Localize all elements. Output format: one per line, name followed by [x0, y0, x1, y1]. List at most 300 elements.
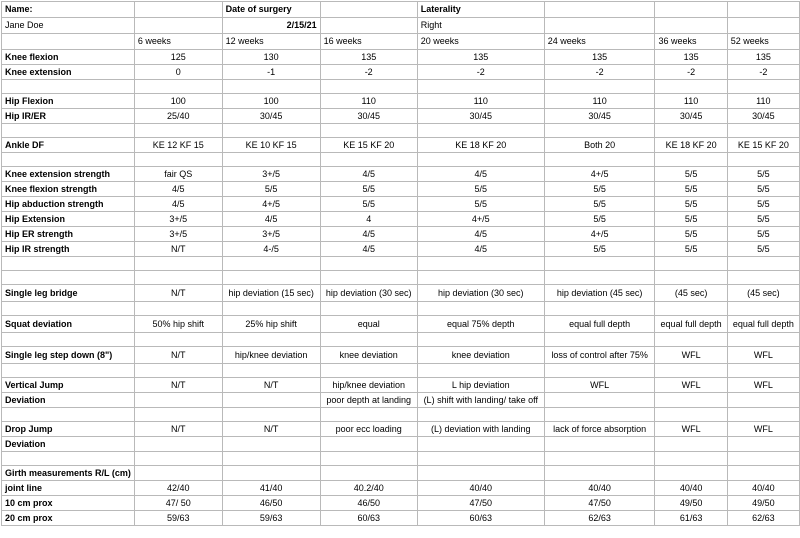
cell[interactable] — [655, 2, 727, 18]
value-cell[interactable]: 25/40 — [134, 109, 222, 124]
cell[interactable] — [655, 18, 727, 34]
cell[interactable] — [2, 34, 135, 50]
value-cell[interactable]: 3+/5 — [222, 167, 320, 182]
value-cell[interactable]: 4/5 — [417, 242, 544, 257]
value-cell[interactable]: 135 — [655, 50, 727, 65]
value-cell[interactable]: hip/knee deviation — [320, 378, 417, 393]
empty-cell[interactable] — [2, 452, 135, 466]
empty-cell[interactable] — [727, 153, 799, 167]
row-label[interactable]: Knee flexion — [2, 50, 135, 65]
row-label[interactable]: Vertical Jump — [2, 378, 135, 393]
value-cell[interactable]: 5/5 — [544, 242, 655, 257]
empty-cell[interactable] — [544, 364, 655, 378]
cell[interactable] — [727, 18, 799, 34]
spacer-row — [2, 302, 800, 316]
row-label[interactable]: Knee flexion strength — [2, 182, 135, 197]
value-cell[interactable]: 30/45 — [655, 109, 727, 124]
surgery-label[interactable]: Date of surgery — [222, 2, 320, 18]
value-cell[interactable]: 5/5 — [544, 197, 655, 212]
empty-cell[interactable] — [417, 271, 544, 285]
empty-cell[interactable] — [655, 364, 727, 378]
value-cell[interactable]: 50% hip shift — [134, 316, 222, 333]
value-cell[interactable] — [134, 437, 222, 452]
empty-cell[interactable] — [320, 257, 417, 271]
empty-cell[interactable] — [2, 333, 135, 347]
value-cell[interactable]: 61/63 — [655, 511, 727, 526]
value-cell[interactable]: 59/63 — [134, 511, 222, 526]
empty-cell[interactable] — [320, 452, 417, 466]
spacer-row — [2, 364, 800, 378]
value-cell[interactable]: 4-/5 — [222, 242, 320, 257]
laterality-label[interactable]: Laterality — [417, 2, 544, 18]
row-label[interactable]: Hip abduction strength — [2, 197, 135, 212]
value-cell[interactable]: hip/knee deviation — [222, 347, 320, 364]
empty-cell[interactable] — [655, 333, 727, 347]
name-label[interactable]: Name: — [2, 2, 135, 18]
value-cell[interactable]: 5/5 — [655, 182, 727, 197]
empty-cell[interactable] — [134, 271, 222, 285]
value-cell[interactable]: hip deviation (15 sec) — [222, 285, 320, 302]
empty-cell[interactable] — [655, 271, 727, 285]
empty-cell[interactable] — [222, 364, 320, 378]
empty-cell[interactable] — [222, 257, 320, 271]
value-cell[interactable]: 47/ 50 — [134, 496, 222, 511]
row-label[interactable]: Drop Jump — [2, 422, 135, 437]
empty-cell[interactable] — [544, 452, 655, 466]
empty-cell[interactable] — [417, 333, 544, 347]
value-cell[interactable] — [727, 437, 799, 452]
empty-cell[interactable] — [320, 408, 417, 422]
value-cell[interactable]: N/T — [134, 285, 222, 302]
value-cell[interactable]: 49/50 — [655, 496, 727, 511]
empty-cell[interactable] — [727, 124, 799, 138]
timepoint-36-weeks[interactable]: 36 weeks — [655, 34, 727, 50]
value-cell[interactable]: 0 — [134, 65, 222, 80]
value-cell[interactable]: 59/63 — [222, 511, 320, 526]
value-cell[interactable]: loss of control after 75% — [544, 347, 655, 364]
value-cell[interactable]: KE 18 KF 20 — [417, 138, 544, 153]
value-cell[interactable]: 5/5 — [655, 242, 727, 257]
value-cell[interactable]: 5/5 — [727, 227, 799, 242]
row-label[interactable]: Deviation — [2, 437, 135, 452]
empty-cell[interactable] — [655, 452, 727, 466]
row-label[interactable]: joint line — [2, 481, 135, 496]
value-cell[interactable] — [222, 393, 320, 408]
value-cell[interactable]: 5/5 — [727, 197, 799, 212]
value-cell[interactable]: -2 — [320, 65, 417, 80]
value-cell[interactable]: 40.2/40 — [320, 481, 417, 496]
value-cell[interactable]: (L) deviation with landing — [417, 422, 544, 437]
value-cell[interactable]: 100 — [222, 94, 320, 109]
value-cell[interactable]: 46/50 — [320, 496, 417, 511]
value-cell[interactable]: 40/40 — [417, 481, 544, 496]
empty-cell[interactable] — [222, 153, 320, 167]
row-single-leg-bridge — [2, 285, 800, 302]
value-cell[interactable]: hip deviation (30 sec) — [417, 285, 544, 302]
value-cell[interactable]: (L) shift with landing/ take off — [417, 393, 544, 408]
empty-cell[interactable] — [320, 80, 417, 94]
empty-cell[interactable] — [134, 124, 222, 138]
cell[interactable] — [320, 2, 417, 18]
row-label[interactable]: Ankle DF — [2, 138, 135, 153]
value-cell[interactable]: poor ecc loading — [320, 422, 417, 437]
value-cell[interactable]: 4/5 — [417, 167, 544, 182]
spacer-row — [2, 333, 800, 347]
empty-cell[interactable] — [544, 333, 655, 347]
value-cell[interactable]: equal full depth — [544, 316, 655, 333]
empty-cell[interactable] — [134, 257, 222, 271]
empty-cell[interactable] — [134, 80, 222, 94]
row-hip-ir-er — [2, 109, 800, 124]
spacer-row — [2, 153, 800, 167]
value-cell[interactable]: 3+/5 — [222, 227, 320, 242]
cell[interactable] — [320, 18, 417, 34]
value-cell[interactable]: 4+/5 — [417, 212, 544, 227]
value-cell[interactable]: 40/40 — [727, 481, 799, 496]
spacer-row — [2, 257, 800, 271]
value-cell[interactable]: 30/45 — [727, 109, 799, 124]
empty-cell[interactable] — [134, 302, 222, 316]
value-cell[interactable]: 4/5 — [134, 182, 222, 197]
value-cell[interactable] — [727, 393, 799, 408]
value-cell[interactable]: 30/45 — [544, 109, 655, 124]
value-cell[interactable]: 4/5 — [222, 212, 320, 227]
empty-cell[interactable] — [655, 80, 727, 94]
cell[interactable] — [544, 18, 655, 34]
row-label[interactable]: Knee extension — [2, 65, 135, 80]
value-cell[interactable]: 62/63 — [544, 511, 655, 526]
surgery-date[interactable]: 2/15/21 — [222, 18, 320, 34]
laterality-value[interactable]: Right — [417, 18, 544, 34]
row-label[interactable]: Hip ER strength — [2, 227, 135, 242]
value-cell[interactable]: WFL — [727, 378, 799, 393]
row-knee-flexion-strength — [2, 182, 800, 197]
value-cell[interactable]: 110 — [544, 94, 655, 109]
value-cell[interactable]: 62/63 — [727, 511, 799, 526]
value-cell[interactable] — [655, 437, 727, 452]
value-cell[interactable]: WFL — [655, 422, 727, 437]
value-cell[interactable]: equal full depth — [655, 316, 727, 333]
value-cell[interactable]: 130 — [222, 50, 320, 65]
empty-cell[interactable] — [320, 271, 417, 285]
value-cell[interactable]: 30/45 — [320, 109, 417, 124]
value-cell[interactable]: 110 — [655, 94, 727, 109]
spacer-row — [2, 408, 800, 422]
value-cell[interactable] — [544, 393, 655, 408]
value-cell[interactable] — [544, 437, 655, 452]
empty-cell[interactable] — [655, 257, 727, 271]
value-cell[interactable] — [417, 466, 544, 481]
cell[interactable] — [134, 18, 222, 34]
value-cell[interactable]: 5/5 — [727, 167, 799, 182]
row-label[interactable]: Deviation — [2, 393, 135, 408]
timepoint-16-weeks[interactable]: 16 weeks — [320, 34, 417, 50]
timepoint-52-weeks[interactable]: 52 weeks — [727, 34, 799, 50]
value-cell[interactable]: 135 — [417, 50, 544, 65]
value-cell[interactable]: N/T — [134, 347, 222, 364]
empty-cell[interactable] — [134, 364, 222, 378]
value-cell[interactable]: N/T — [222, 378, 320, 393]
value-cell[interactable]: 4/5 — [320, 242, 417, 257]
empty-cell[interactable] — [727, 408, 799, 422]
empty-cell[interactable] — [417, 408, 544, 422]
value-cell[interactable]: hip deviation (45 sec) — [544, 285, 655, 302]
empty-cell[interactable] — [2, 257, 135, 271]
empty-cell[interactable] — [417, 364, 544, 378]
empty-cell[interactable] — [2, 302, 135, 316]
empty-cell[interactable] — [222, 124, 320, 138]
timepoint-24-weeks[interactable]: 24 weeks — [544, 34, 655, 50]
value-cell[interactable]: knee deviation — [417, 347, 544, 364]
empty-cell[interactable] — [320, 153, 417, 167]
empty-cell[interactable] — [134, 452, 222, 466]
value-cell[interactable]: knee deviation — [320, 347, 417, 364]
value-cell[interactable]: KE 12 KF 15 — [134, 138, 222, 153]
row-label[interactable]: 10 cm prox — [2, 496, 135, 511]
spacer-row — [2, 271, 800, 285]
timepoint-20-weeks[interactable]: 20 weeks — [417, 34, 544, 50]
empty-cell[interactable] — [544, 124, 655, 138]
empty-cell[interactable] — [727, 452, 799, 466]
value-cell[interactable] — [655, 466, 727, 481]
value-cell[interactable]: 60/63 — [320, 511, 417, 526]
value-cell[interactable]: 4/5 — [320, 227, 417, 242]
value-cell[interactable] — [134, 466, 222, 481]
value-cell[interactable] — [222, 466, 320, 481]
empty-cell[interactable] — [134, 153, 222, 167]
value-cell[interactable]: 110 — [320, 94, 417, 109]
cell[interactable] — [727, 2, 799, 18]
value-cell[interactable]: 40/40 — [655, 481, 727, 496]
value-cell[interactable] — [727, 466, 799, 481]
value-cell[interactable]: 5/5 — [544, 212, 655, 227]
value-cell[interactable]: 5/5 — [320, 197, 417, 212]
value-cell[interactable]: N/T — [134, 242, 222, 257]
value-cell[interactable]: N/T — [134, 422, 222, 437]
row-label[interactable]: Hip Flexion — [2, 94, 135, 109]
row-label[interactable]: Knee extension strength — [2, 167, 135, 182]
empty-cell[interactable] — [544, 257, 655, 271]
value-cell[interactable]: KE 18 KF 20 — [655, 138, 727, 153]
value-cell[interactable]: (45 sec) — [655, 285, 727, 302]
value-cell[interactable]: hip deviation (30 sec) — [320, 285, 417, 302]
value-cell[interactable]: 5/5 — [655, 227, 727, 242]
value-cell[interactable]: -2 — [544, 65, 655, 80]
value-cell[interactable]: WFL — [655, 347, 727, 364]
value-cell[interactable]: WFL — [727, 347, 799, 364]
value-cell[interactable]: 3+/5 — [134, 212, 222, 227]
row-label[interactable]: 20 cm prox — [2, 511, 135, 526]
empty-cell[interactable] — [2, 80, 135, 94]
value-cell[interactable]: (45 sec) — [727, 285, 799, 302]
row-girth-measurements-r-l-cm — [2, 466, 800, 481]
value-cell[interactable]: 49/50 — [727, 496, 799, 511]
value-cell[interactable]: WFL — [655, 378, 727, 393]
value-cell[interactable]: equal — [320, 316, 417, 333]
value-cell[interactable]: 46/50 — [222, 496, 320, 511]
value-cell[interactable]: -1 — [222, 65, 320, 80]
value-cell[interactable]: 4+/5 — [222, 197, 320, 212]
value-cell[interactable]: 5/5 — [222, 182, 320, 197]
row-knee-extension-strength — [2, 167, 800, 182]
value-cell[interactable]: 4/5 — [134, 197, 222, 212]
empty-cell[interactable] — [2, 364, 135, 378]
cell[interactable] — [134, 2, 222, 18]
value-cell[interactable]: 135 — [544, 50, 655, 65]
empty-cell[interactable] — [727, 364, 799, 378]
empty-cell[interactable] — [2, 271, 135, 285]
empty-cell[interactable] — [544, 408, 655, 422]
empty-cell[interactable] — [727, 271, 799, 285]
value-cell[interactable]: -2 — [727, 65, 799, 80]
empty-cell[interactable] — [2, 124, 135, 138]
patient-name[interactable]: Jane Doe — [2, 18, 135, 34]
row-label[interactable]: Single leg step down (8") — [2, 347, 135, 364]
row-hip-extension — [2, 212, 800, 227]
empty-cell[interactable] — [222, 302, 320, 316]
value-cell[interactable]: 5/5 — [727, 242, 799, 257]
row-label[interactable]: Hip IR/ER — [2, 109, 135, 124]
empty-cell[interactable] — [222, 333, 320, 347]
value-cell[interactable]: 5/5 — [727, 182, 799, 197]
empty-cell[interactable] — [417, 257, 544, 271]
empty-cell[interactable] — [222, 271, 320, 285]
row-label[interactable]: Hip IR strength — [2, 242, 135, 257]
value-cell[interactable]: 135 — [727, 50, 799, 65]
value-cell[interactable]: 5/5 — [320, 182, 417, 197]
value-cell[interactable] — [320, 437, 417, 452]
empty-cell[interactable] — [2, 408, 135, 422]
row-label[interactable]: Girth measurements R/L (cm) — [2, 466, 135, 481]
value-cell[interactable] — [222, 437, 320, 452]
empty-cell[interactable] — [655, 153, 727, 167]
row-knee-extension — [2, 65, 800, 80]
value-cell[interactable]: Both 20 — [544, 138, 655, 153]
empty-cell[interactable] — [222, 80, 320, 94]
empty-cell[interactable] — [727, 333, 799, 347]
empty-cell[interactable] — [417, 302, 544, 316]
empty-cell[interactable] — [222, 452, 320, 466]
cell[interactable] — [544, 2, 655, 18]
empty-cell[interactable] — [320, 364, 417, 378]
value-cell[interactable]: 47/50 — [544, 496, 655, 511]
value-cell[interactable]: 125 — [134, 50, 222, 65]
empty-cell[interactable] — [655, 408, 727, 422]
value-cell[interactable]: 4/5 — [320, 167, 417, 182]
value-cell[interactable]: 5/5 — [417, 182, 544, 197]
empty-cell[interactable] — [417, 80, 544, 94]
empty-cell[interactable] — [320, 302, 417, 316]
empty-cell[interactable] — [727, 80, 799, 94]
value-cell[interactable]: -2 — [655, 65, 727, 80]
value-cell[interactable] — [134, 393, 222, 408]
empty-cell[interactable] — [2, 153, 135, 167]
value-cell[interactable]: L hip deviation — [417, 378, 544, 393]
row-label[interactable]: Hip Extension — [2, 212, 135, 227]
row-label[interactable]: Single leg bridge — [2, 285, 135, 302]
value-cell[interactable]: 42/40 — [134, 481, 222, 496]
value-cell[interactable]: 5/5 — [417, 197, 544, 212]
value-cell[interactable]: N/T — [222, 422, 320, 437]
value-cell[interactable]: 4+/5 — [544, 167, 655, 182]
row-20-cm-prox — [2, 511, 800, 526]
empty-cell[interactable] — [320, 333, 417, 347]
value-cell[interactable]: 30/45 — [417, 109, 544, 124]
empty-cell[interactable] — [727, 302, 799, 316]
value-cell[interactable]: KE 10 KF 15 — [222, 138, 320, 153]
value-cell[interactable]: 25% hip shift — [222, 316, 320, 333]
header-row-2 — [2, 18, 800, 34]
empty-cell[interactable] — [134, 333, 222, 347]
value-cell[interactable]: lack of force absorption — [544, 422, 655, 437]
value-cell[interactable]: 30/45 — [222, 109, 320, 124]
value-cell[interactable]: 110 — [417, 94, 544, 109]
value-cell[interactable]: 41/40 — [222, 481, 320, 496]
value-cell[interactable]: poor depth at landing — [320, 393, 417, 408]
value-cell[interactable] — [655, 393, 727, 408]
value-cell[interactable] — [320, 466, 417, 481]
value-cell[interactable]: 100 — [134, 94, 222, 109]
value-cell[interactable] — [417, 437, 544, 452]
value-cell[interactable]: equal 75% depth — [417, 316, 544, 333]
value-cell[interactable]: -2 — [417, 65, 544, 80]
value-cell[interactable]: 5/5 — [655, 212, 727, 227]
value-cell[interactable]: KE 15 KF 20 — [727, 138, 799, 153]
empty-cell[interactable] — [417, 153, 544, 167]
row-vertical-jump — [2, 378, 800, 393]
value-cell[interactable]: 4+/5 — [544, 227, 655, 242]
empty-cell[interactable] — [417, 452, 544, 466]
value-cell[interactable]: 40/40 — [544, 481, 655, 496]
empty-cell[interactable] — [417, 124, 544, 138]
row-hip-flexion — [2, 94, 800, 109]
value-cell[interactable]: 5/5 — [727, 212, 799, 227]
row-label[interactable]: Squat deviation — [2, 316, 135, 333]
empty-cell[interactable] — [320, 124, 417, 138]
value-cell[interactable]: 4/5 — [417, 227, 544, 242]
value-cell[interactable]: WFL — [544, 378, 655, 393]
value-cell[interactable]: 47/50 — [417, 496, 544, 511]
value-cell[interactable]: fair QS — [134, 167, 222, 182]
empty-cell[interactable] — [727, 257, 799, 271]
timepoint-12-weeks[interactable]: 12 weeks — [222, 34, 320, 50]
value-cell[interactable]: 135 — [320, 50, 417, 65]
value-cell[interactable]: 5/5 — [655, 197, 727, 212]
value-cell[interactable]: KE 15 KF 20 — [320, 138, 417, 153]
value-cell[interactable]: WFL — [727, 422, 799, 437]
value-cell[interactable]: 110 — [727, 94, 799, 109]
value-cell[interactable]: 60/63 — [417, 511, 544, 526]
value-cell[interactable]: 5/5 — [544, 182, 655, 197]
empty-cell[interactable] — [655, 124, 727, 138]
empty-cell[interactable] — [222, 408, 320, 422]
empty-cell[interactable] — [134, 408, 222, 422]
empty-cell[interactable] — [544, 271, 655, 285]
empty-cell[interactable] — [655, 302, 727, 316]
value-cell[interactable]: 5/5 — [655, 167, 727, 182]
empty-cell[interactable] — [544, 153, 655, 167]
row-10-cm-prox — [2, 496, 800, 511]
value-cell[interactable]: 4 — [320, 212, 417, 227]
empty-cell[interactable] — [544, 80, 655, 94]
value-cell[interactable]: 3+/5 — [134, 227, 222, 242]
empty-cell[interactable] — [544, 302, 655, 316]
value-cell[interactable] — [544, 466, 655, 481]
value-cell[interactable]: N/T — [134, 378, 222, 393]
timepoint-6-weeks[interactable]: 6 weeks — [134, 34, 222, 50]
value-cell[interactable]: equal full depth — [727, 316, 799, 333]
row-single-leg-step-down-8 — [2, 347, 800, 364]
